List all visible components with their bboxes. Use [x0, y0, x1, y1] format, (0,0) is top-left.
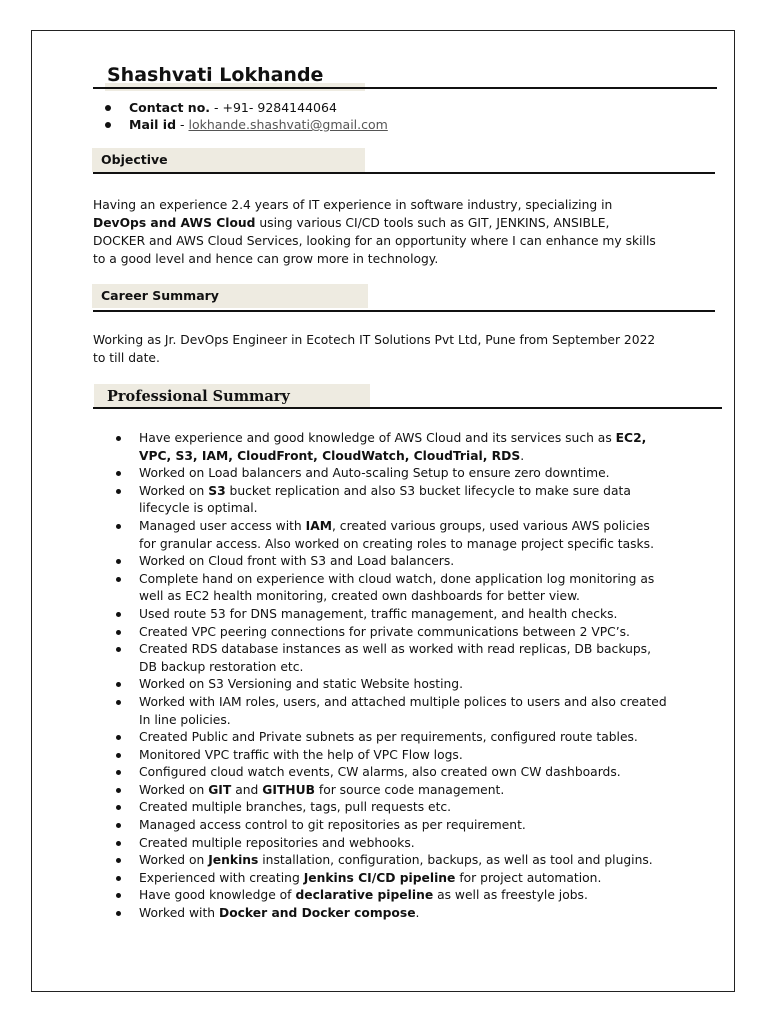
summary-item-text: Created multiple branches, tags, pull requests etc. [139, 800, 452, 815]
summary-item-text: Configured cloud watch events, CW alarms, also created own CW dashboards. [139, 765, 621, 780]
summary-item-bold: EC2, VPC, S3, IAM, CloudFront, CloudWatch, CloudTrial, RDS [139, 431, 647, 463]
summary-item-text: Created VPC peering connections for private communications between 2 VPC’s. [139, 624, 630, 639]
summary-item-text: Used route 53 for DNS management, traffic management, and health checks. [139, 606, 618, 621]
objective-bold: DevOps and AWS Cloud [93, 216, 256, 230]
summary-item [139, 870, 669, 888]
summary-item-text: Created Public and Private subnets as per requirements, configured route tables. [139, 730, 638, 745]
phone-value: - +91- 9284144064 [210, 100, 337, 115]
career-heading: Career Summary [92, 284, 368, 308]
summary-item-text: Worked on Cloud front with S3 and Load balancers. [139, 554, 455, 569]
summary-item-text: installation, configuration, backups, as well as tool and plugins. [258, 853, 653, 868]
summary-item [139, 694, 669, 729]
summary-item [139, 799, 669, 817]
professional-list [139, 430, 669, 923]
summary-item-text: Worked with [139, 906, 219, 921]
summary-item-text: and [231, 782, 263, 797]
mail-link[interactable]: lokhande.shashvati@gmail.com [188, 117, 388, 132]
summary-item-text: Worked on [139, 483, 209, 498]
career-rule [93, 310, 715, 312]
summary-item [139, 835, 669, 853]
summary-item [139, 747, 669, 765]
summary-item-text: bucket replication and also S3 bucket lifecycle to make sure data lifecycle is optimal. [139, 483, 631, 516]
summary-item-text: Worked on [139, 853, 209, 868]
name-rule [93, 87, 717, 89]
summary-item-bold: S3 [208, 483, 226, 498]
bullet-icon [105, 122, 111, 128]
summary-item-text: Worked with IAM roles, users, and attached multiple polices to users and also created In line policies. [139, 694, 667, 727]
summary-item-text: Have good knowledge of [139, 888, 296, 903]
summary-item-text: Experienced with creating [139, 870, 304, 885]
summary-item-bold: GITHUB [262, 782, 315, 797]
career-text: Working as Jr. DevOps Engineer in Ecotech IT Solutions Pvt Ltd, Pune from September 2022 to till date. [93, 333, 656, 365]
summary-item-text: Managed user access with [139, 518, 306, 533]
summary-item [139, 624, 669, 642]
objective-text [93, 196, 663, 268]
summary-item-bold: declarative pipeline [295, 888, 434, 903]
contact-phone [105, 100, 337, 115]
summary-item-text: . [520, 448, 525, 463]
summary-item-text: Complete hand on experience with cloud watch, done application log monitoring as well as EC2 health monitoring, created own dashboards for better view. [139, 571, 655, 604]
summary-item [139, 887, 669, 905]
objective-rule [93, 172, 715, 174]
summary-item-text: Created multiple repositories and webhooks. [139, 835, 415, 850]
summary-item [139, 571, 669, 606]
summary-item [139, 641, 669, 676]
summary-item-text: Managed access control to git repositories as per requirement. [139, 818, 526, 833]
objective-text-part: Having an experience 2.4 years of IT experience in software industry, specializing in [93, 198, 613, 212]
summary-item-bold: Jenkins CI/CD pipeline [303, 870, 456, 885]
phone-label: Contact no. [129, 100, 211, 115]
contact-mail [105, 117, 388, 132]
summary-item-text: , created various groups, used various AWS policies for granular access. Also worked on creating roles to manage project specific tasks. [139, 518, 654, 551]
summary-item [139, 782, 669, 800]
summary-item-bold: Jenkins [208, 853, 259, 868]
summary-item-text: Worked on S3 Versioning and static Website hosting. [139, 677, 463, 692]
summary-item-text: . [415, 906, 420, 921]
summary-item [139, 518, 669, 553]
summary-item-text: for project automation. [455, 870, 602, 885]
summary-item [139, 852, 669, 870]
candidate-name: Shashvati Lokhande [107, 64, 324, 86]
summary-item-bold: GIT [208, 782, 232, 797]
summary-item [139, 676, 669, 694]
summary-item-bold: Docker and Docker compose [218, 906, 416, 921]
summary-item-text: Have experience and good knowledge of AWS Cloud and its services such as [139, 431, 616, 445]
summary-item [139, 729, 669, 747]
summary-item-bold: IAM [305, 518, 332, 533]
summary-item-text: Monitored VPC traffic with the help of VPC Flow logs. [139, 747, 463, 762]
summary-item [139, 553, 669, 571]
bullet-icon [105, 105, 111, 111]
mail-separator: - [176, 117, 189, 132]
objective-heading: Objective [92, 148, 365, 172]
professional-heading: Professional Summary [94, 384, 370, 409]
mail-label: Mail id [129, 117, 177, 132]
summary-item-text: Created RDS database instances as well as worked with read replicas, DB backups, DB backup restoration etc. [139, 642, 651, 674]
objective-text-part: using various CI/CD tools such as GIT, JENKINS, ANSIBLE, DOCKER and AWS Cloud Services, looking for an opportunity where I can enhance my skills to a good level and hence can grow more in technology. [93, 216, 656, 266]
summary-item [139, 764, 669, 782]
summary-item-text: Worked on Load balancers and Auto-scaling Setup to ensure zero downtime. [139, 466, 610, 481]
summary-item [139, 430, 669, 465]
summary-item [139, 465, 669, 483]
summary-item-text: for source code management. [314, 782, 505, 797]
summary-item [139, 905, 669, 923]
summary-item-text: Worked on [139, 782, 209, 797]
summary-item [139, 817, 669, 835]
summary-item [139, 483, 669, 518]
professional-rule [93, 407, 722, 409]
summary-item-text: as well as freestyle jobs. [433, 888, 588, 903]
summary-item [139, 606, 669, 624]
